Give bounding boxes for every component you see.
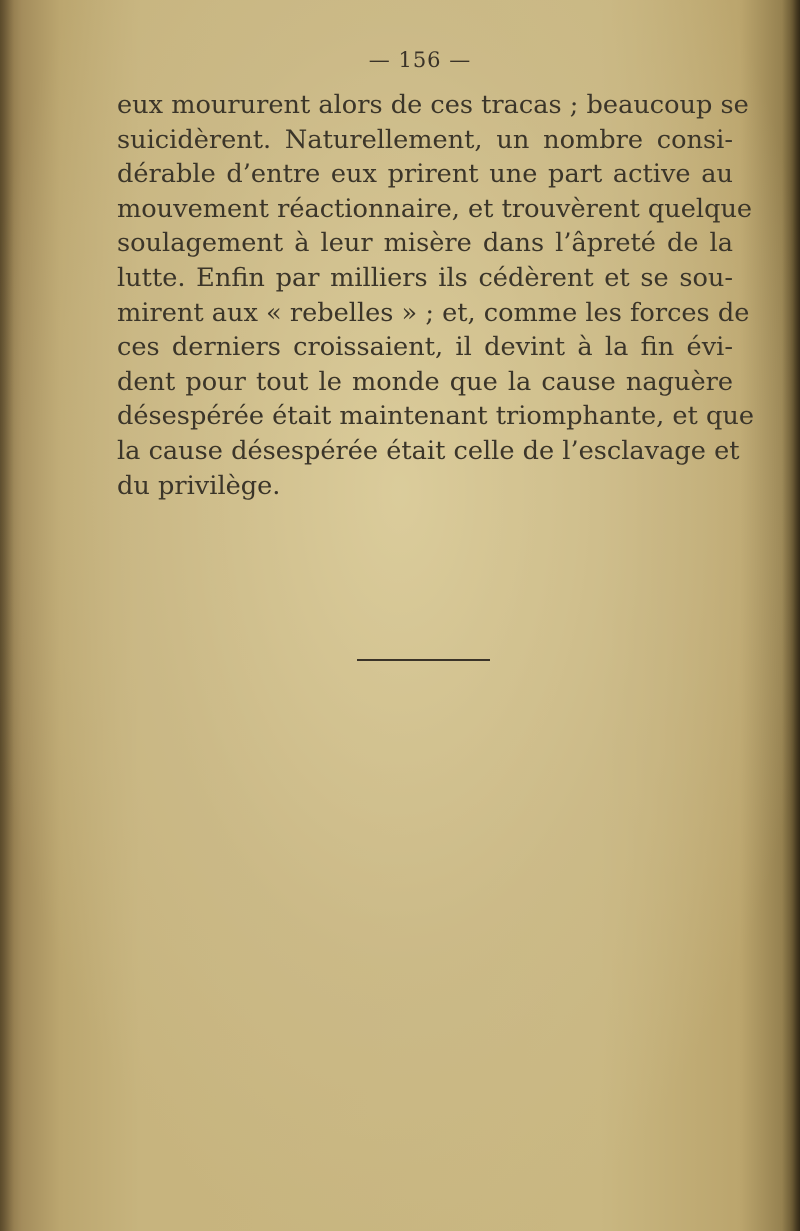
chapter-end-rule bbox=[357, 659, 490, 661]
text-line: la cause désespérée était celle de l’esclavage et bbox=[117, 435, 740, 466]
text-line: eux moururent alors de ces tracas ; beaucoup se bbox=[117, 90, 749, 120]
page-right-edge bbox=[782, 0, 800, 1231]
text-line: suicidèrent. Naturellement, un nombre consi- bbox=[117, 124, 733, 155]
text-line: lutte. Enfin par milliers ils cédèrent et se sou- bbox=[117, 262, 733, 293]
text-line: mirent aux « rebelles » ; et, comme les forces de bbox=[117, 297, 750, 328]
page-number: — 156 — bbox=[368, 48, 472, 72]
body-paragraph bbox=[117, 88, 754, 503]
text-line: mouvement réactionnaire, et trouvèrent quelque bbox=[117, 193, 753, 224]
text-line: soulagement à leur misère dans l’âpreté de la bbox=[117, 228, 733, 259]
text-line: ces derniers croissaient, il devint à la fin évi- bbox=[117, 332, 733, 363]
text-line-last: du privilège. bbox=[117, 470, 281, 501]
text-line: désespérée était maintenant triomphante, et que bbox=[117, 401, 754, 432]
text-line: dérable d’entre eux prirent une part active au bbox=[117, 159, 733, 190]
page-left-edge bbox=[0, 0, 14, 1231]
text-line: dent pour tout le monde que la cause naguère bbox=[117, 366, 733, 397]
